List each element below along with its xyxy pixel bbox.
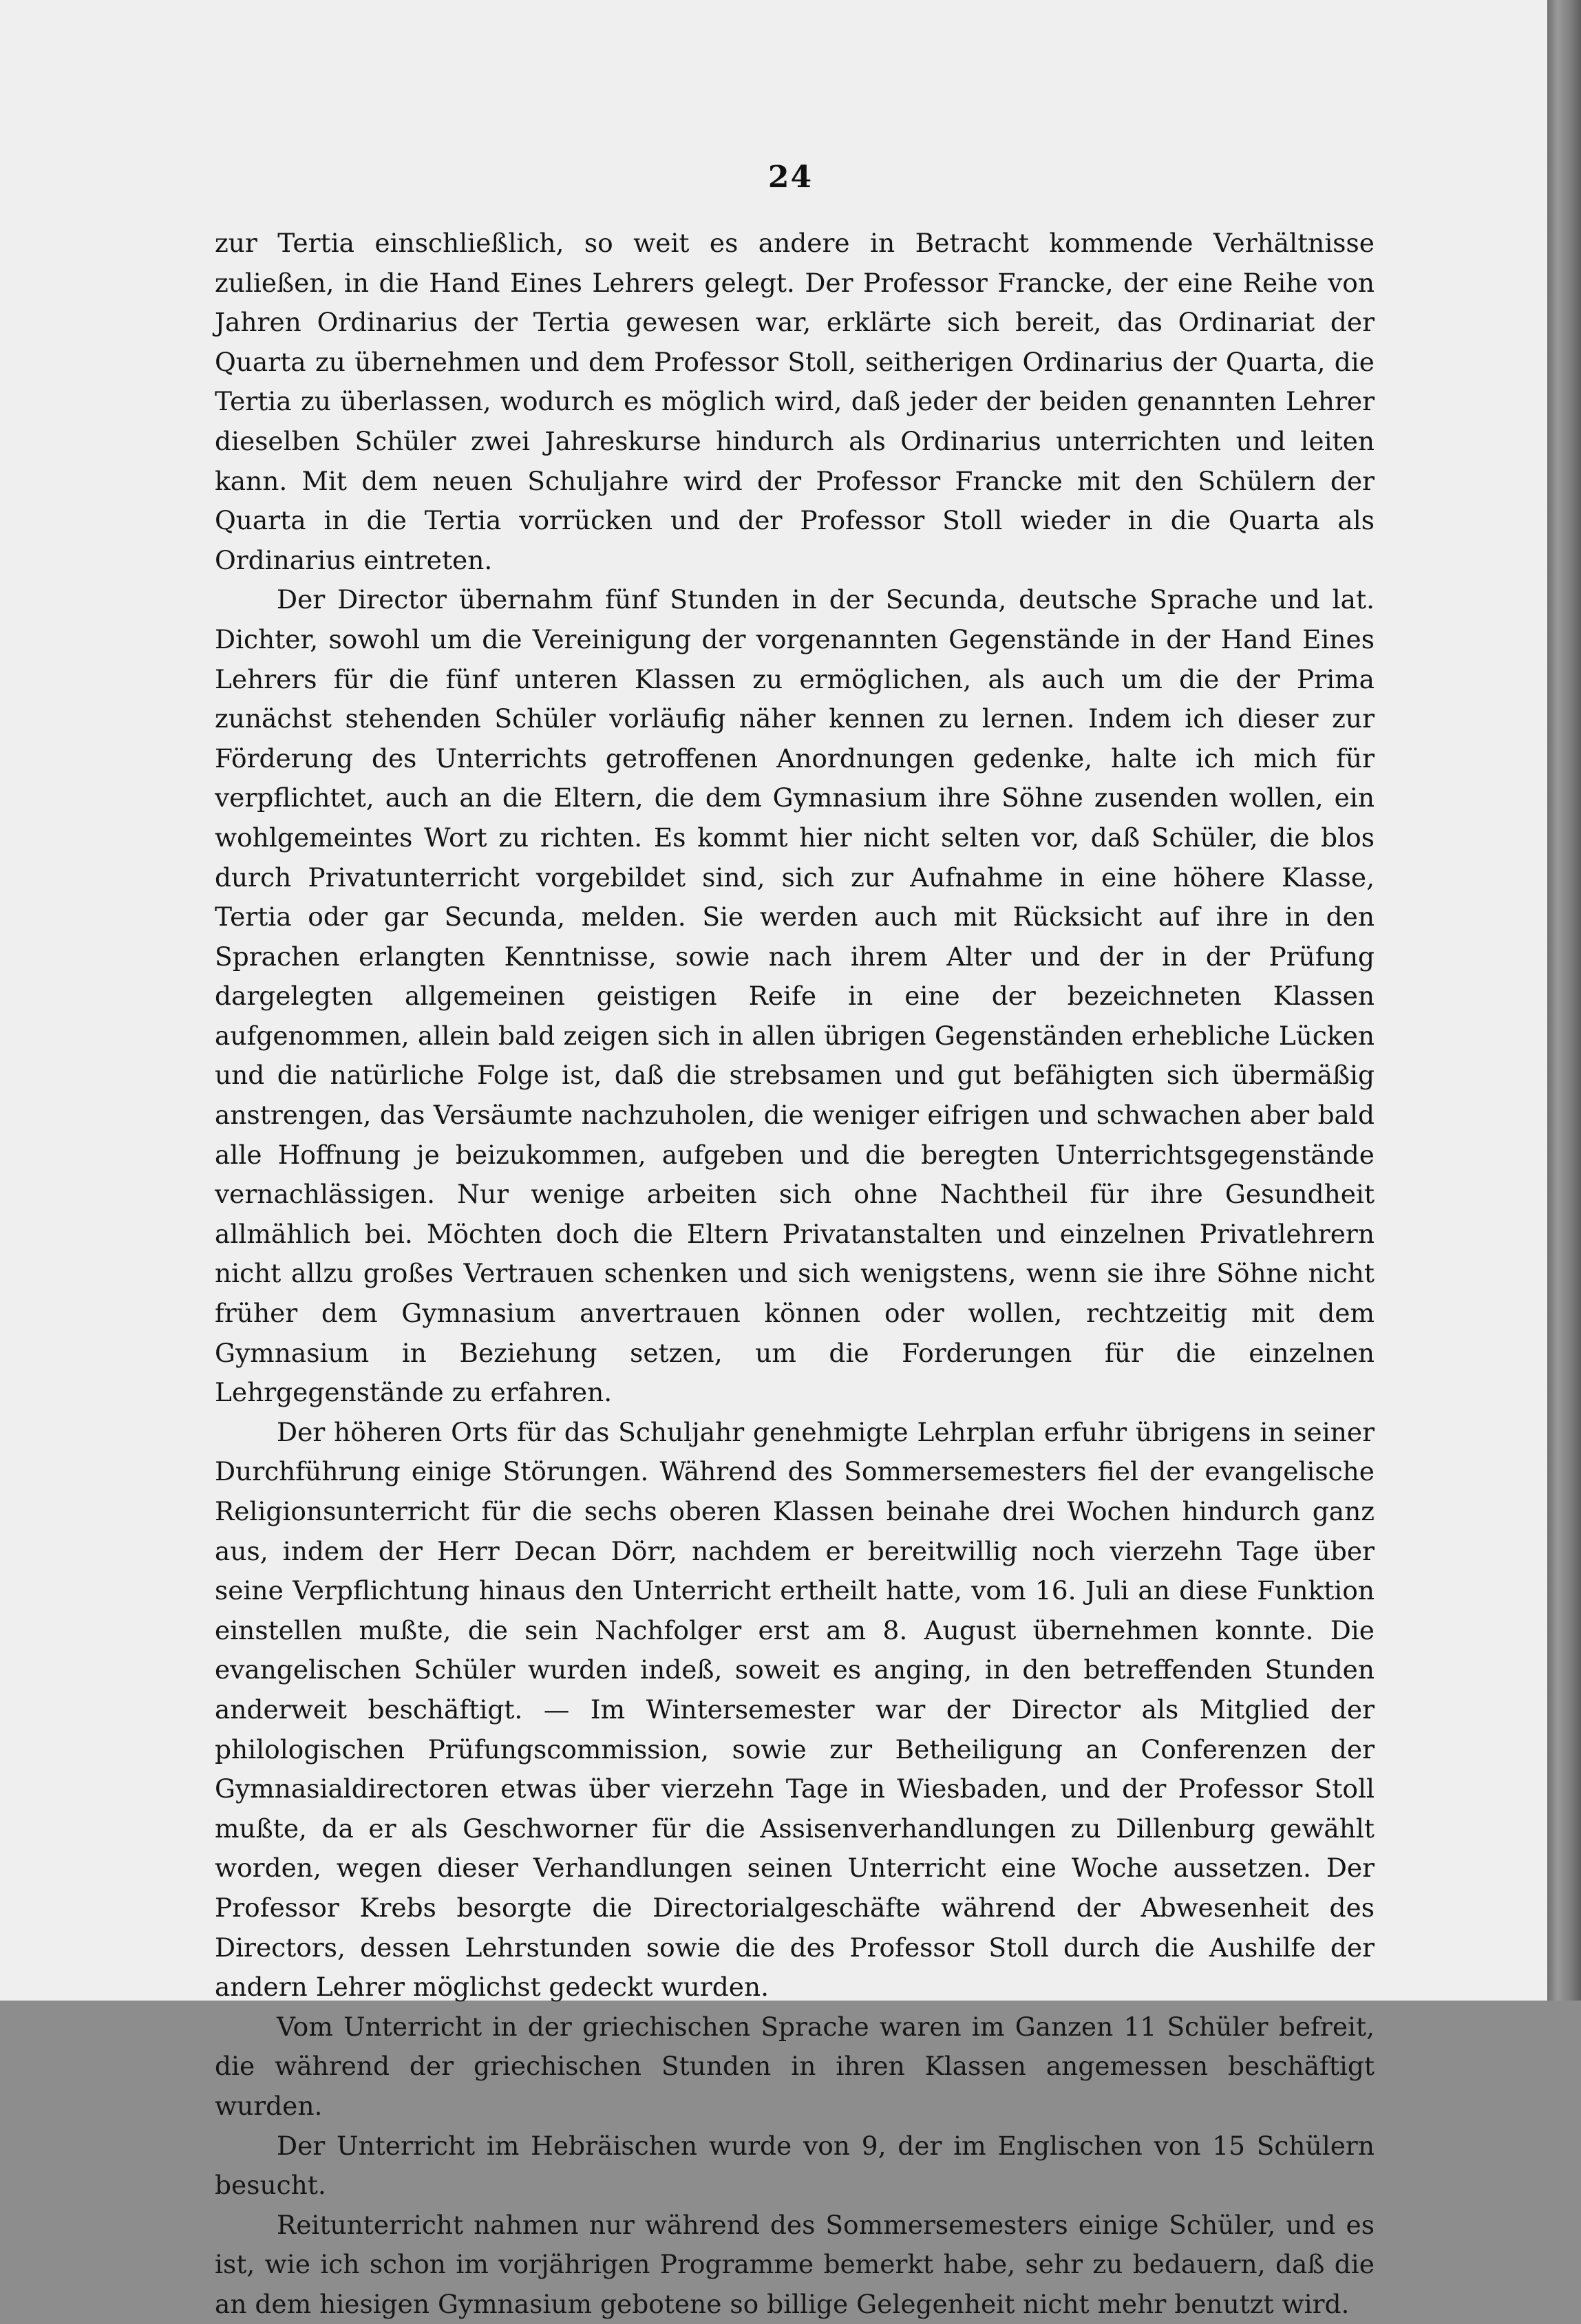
paragraph-2: Der Director übernahm fünf Stunden in der Secunda, deutsche Sprache und lat. Dichter, sowohl um die Vereinigung der vorgenannten Gegenstände in der Hand Eines Lehrers für die fünf unteren Klassen zu ermöglichen, als auch um die der Prima zunächst stehenden Schüler vorläufig näher kennen zu lernen. Indem ich dieser zur Förderung des Unterrichts getroffenen Anordnungen gedenke, halte ich mich für verpflichtet, auch an die Eltern, die dem Gymnasium ihre Söhne zusenden wollen, ein wohlgemeintes Wort zu richten. Es kommt hier nicht selten vor, daß Schüler, die blos durch Privatunterricht vorgebildet sind, sich zur Aufnahme in eine höhere Klasse, Tertia oder gar Secunda, melden. Sie werden auch mit Rücksicht auf ihre in den Sprachen erlangten Kenntnisse, sowie nach ihrem Alter und der in der Prüfung dargelegten allgemeinen geistigen Reife in eine der bezeichneten Klassen aufgenommen, allein bald zeigen sich in allen übrigen Gegenständen erhebliche Lücken und die natürliche Folge ist, daß die strebsamen und gut befähigten sich übermäßig anstrengen, das Versäumte nachzuholen, die weniger eifrigen und schwachen aber bald alle Hoffnung je beizukommen, aufgeben und die beregten Unterrichtsgegenstände vernachlässigen. Nur wenige arbeiten sich ohne Nachtheil für ihre Gesundheit allmählich bei. Möchten doch die Eltern Privatanstalten und einzelnen Privatlehrern nicht allzu großes Vertrauen schenken und sich wenigstens, wenn sie ihre Söhne nicht früher dem Gymnasium anvertrauen können oder wollen, rechtzeitig mit dem Gymnasium in Beziehung setzen, um die Forderungen für die einzelnen Lehrgegenstände zu erfahren.	[215, 584, 1375, 1408]
paragraph-6: Reitunterricht nahmen nur während des Sommersemesters einige Schüler, und es ist, wie ich schon im vorjährigen Programme bemerkt habe, sehr zu bedauern, daß die an dem hiesigen Gymnasium gebotene so billige Gelegenheit nicht mehr benutzt wird.	[215, 2209, 1375, 2319]
body-text	[215, 224, 1375, 2324]
paragraph-4: Vom Unterricht in der griechischen Sprache waren im Ganzen 11 Schüler befreit, die während der griechischen Stunden in ihren Klassen angemessen beschäftigt wurden.	[215, 2011, 1375, 2121]
scan-edge-shadow	[1547, 0, 1581, 2001]
paragraph-3: Der höheren Orts für das Schuljahr genehmigte Lehrplan erfuhr übrigens in seiner Durchführung einige Störungen. Während des Sommersemesters fiel der evangelische Religionsunterricht für die sechs oberen Klassen beinahe drei Wochen hindurch ganz aus, indem der Herr Decan Dörr, nachdem er bereitwillig noch vierzehn Tage über seine Verpflichtung hinaus den Unterricht ertheilt hatte, vom 16. Juli an diese Funktion einstellen mußte, die sein Nachfolger erst am 8. August übernehmen konnte. Die evangelischen Schüler wurden indeß, soweit es anging, in den betreffenden Stunden anderweit beschäftigt. — Im Wintersemester war der Director als Mitglied der philologischen Prüfungscommission, sowie zur Betheiligung an Conferenzen der Gymnasialdirectoren etwas über vierzehn Tage in Wiesbaden, und der Professor Stoll mußte, da er als Geschworner für die Assisenverhandlungen zu Dillenburg gewählt worden, wegen dieser Verhandlungen seinen Unterricht eine Woche aussetzen. Der Professor Krebs besorgte die Directorialgeschäfte während der Abwesenheit des Directors, dessen Lehrstunden sowie die des Professor Stoll durch die Aushilfe der andern Lehrer möglichst gedeckt wurden.	[215, 1416, 1375, 2003]
paragraph-1: zur Tertia einschließlich, so weit es andere in Betracht kommende Verhältnisse zuließen, in die Hand Eines Lehrers gelegt. Der Professor Francke, der eine Reihe von Jahren Ordinarius der Tertia gewesen war, erklärte sich bereit, das Ordinariat der Quarta zu übernehmen und dem Professor Stoll, seitherigen Ordinarius der Quarta, die Tertia zu überlassen, wodurch es möglich wird, daß jeder der beiden genannten Lehrer dieselben Schüler zwei Jahreskurse hindurch als Ordinarius unterrichten und leiten kann. Mit dem neuen Schuljahre wird der Professor Francke mit den Schülern der Quarta in die Tertia vorrücken und der Professor Stoll wieder in die Quarta als Ordinarius eintreten.	[215, 228, 1375, 575]
page-number: 24	[767, 160, 814, 195]
paragraph-5: Der Unterricht im Hebräischen wurde von 9, der im Englischen von 15 Schülern besucht.	[215, 2130, 1375, 2201]
